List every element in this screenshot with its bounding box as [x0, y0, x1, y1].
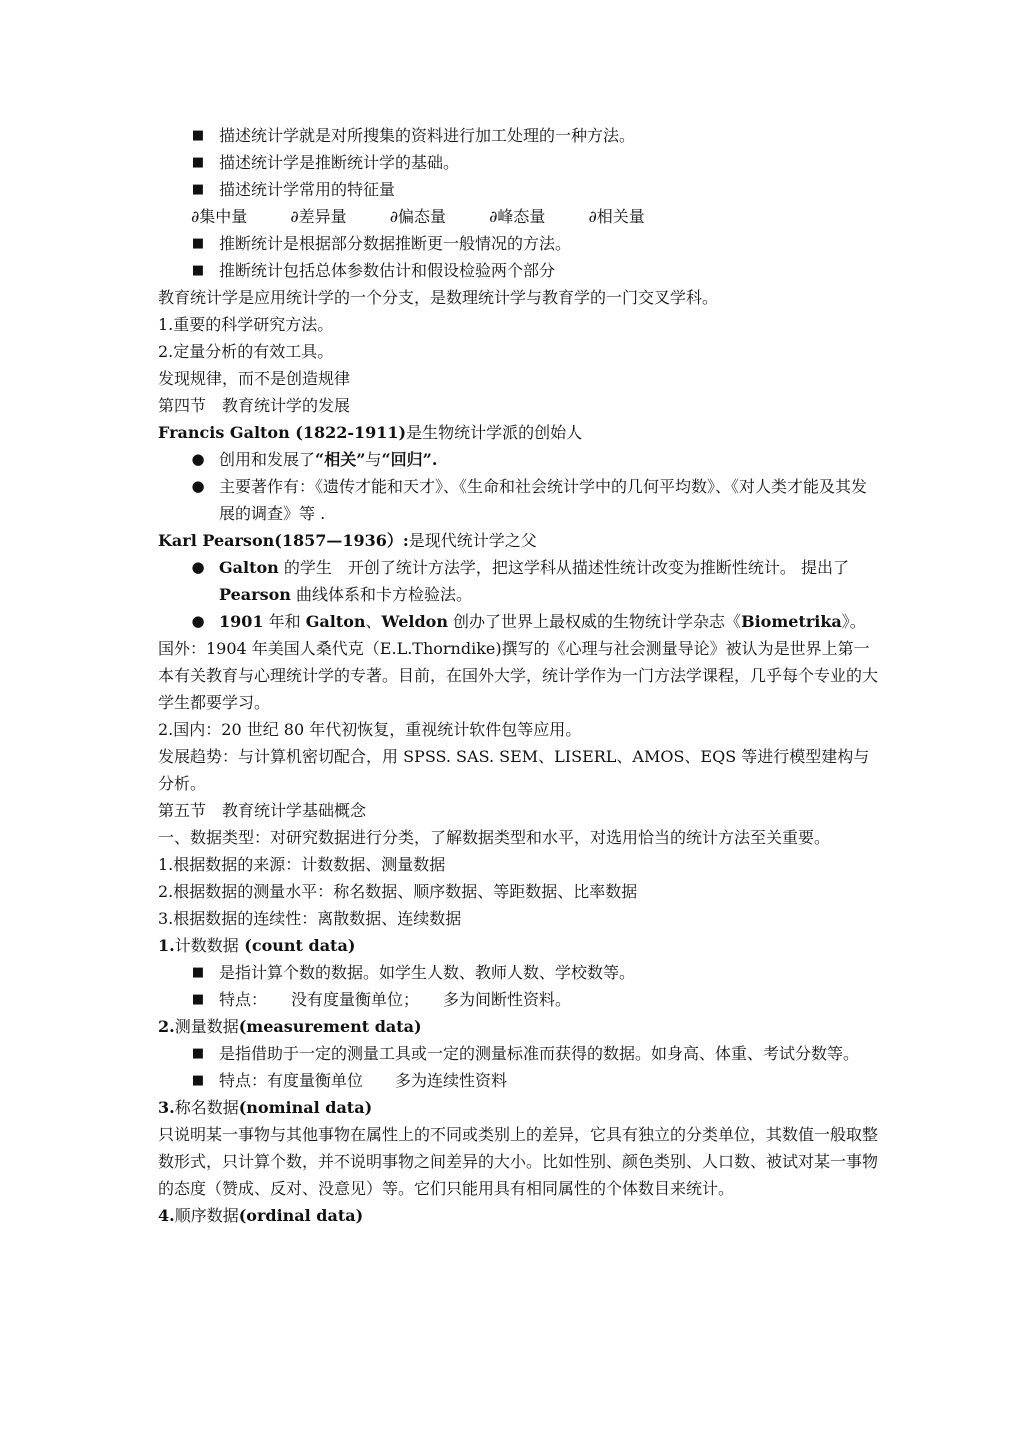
bullet-item — [158, 122, 878, 149]
galton-heading — [158, 419, 878, 446]
bullet-text: 描述统计学就是对所搜集的资料进行加工处理的一种方法。 — [219, 126, 636, 145]
bullet-item — [158, 257, 878, 284]
bullet-text: 特点：有度量衡单位 多为连续性资料 — [219, 1071, 508, 1090]
square-bullet-icon: ■ — [191, 263, 205, 278]
paragraph: 3.根据数据的连续性：离散数据、连续数据 — [158, 909, 462, 928]
square-bullet-icon: ■ — [191, 155, 205, 170]
measure-kurtosis: ∂峰态量 — [489, 207, 546, 226]
bullet-item — [158, 149, 878, 176]
measure-central: ∂集中量 — [191, 207, 248, 226]
paragraph: 2.根据数据的测量水平：称名数据、顺序数据、等距数据、比率数据 — [158, 882, 638, 901]
bullet-text: 特点： 没有度量衡单位； 多为间断性资料。 — [219, 990, 572, 1009]
paragraph: 发现规律，而不是创造规律 — [158, 369, 351, 388]
bullet-text: 是指计算个数的数据。如学生人数、教师人数、学校数等。 — [219, 963, 636, 982]
galton-description: 是生物统计学派的创始人 — [406, 423, 583, 442]
square-bullet-icon: ■ — [191, 965, 205, 980]
square-bullet-icon: ■ — [191, 992, 205, 1007]
paragraph: 1.重要的科学研究方法。 — [158, 315, 334, 334]
measure-skewness: ∂偏态量 — [389, 207, 447, 226]
bullet-item — [158, 176, 878, 203]
measure-correlation: ∂相关量 — [588, 207, 645, 226]
bullet-item — [158, 1067, 878, 1094]
subsection-heading: 4.顺序数据(ordinal data) — [158, 1206, 364, 1225]
square-bullet-icon: ■ — [191, 1046, 205, 1061]
bullet-text: 描述统计学常用的特征量 — [219, 180, 396, 199]
paragraph: 教育统计学是应用统计学的一个分支，是数理统计学与教育学的一门交叉学科。 — [158, 288, 719, 307]
bullet-text: 推断统计包括总体参数估计和假设检验两个部分 — [219, 261, 556, 280]
bullet-text: 描述统计学是推断统计学的基础。 — [219, 153, 460, 172]
bullet-item — [158, 986, 878, 1013]
pearson-heading — [158, 527, 878, 554]
bullet-item — [158, 608, 878, 635]
paragraph: 2.国内：20 世纪 80 年代初恢复，重视统计软件包等应用。 — [158, 720, 582, 739]
bullet-text: 主要著作有：《遗传才能和天才》、《生命和社会统计学中的几何平均数》、《对人类才能及其发展的调查》等 . — [219, 477, 868, 523]
bullet-item — [158, 554, 878, 608]
bullet-text: 创用和发展了“相关”与“回归”. — [219, 450, 438, 469]
subsection-heading: 3.称名数据(nominal data) — [158, 1098, 373, 1117]
bullet-text: 是指借助于一定的测量工具或一定的测量标准而获得的数据。如身高、体重、考试分数等。 — [219, 1044, 860, 1063]
round-bullet-icon: ● — [191, 450, 205, 468]
paragraph: 只说明某一事物与其他事物在属性上的不同或类别上的差异，它具有独立的分类单位，其数值一般取整数形式，只计算个数，并不说明事物之间差异的大小。比如性别、颜色类别、人口数、被试对某一事物的态度（赞成、反对、没意见）等。它们只能用具有相同属性的个体数目来统计。 — [158, 1125, 879, 1198]
section-heading: 第四节 教育统计学的发展 — [158, 396, 351, 415]
paragraph: 1.根据数据的来源：计数数据、测量数据 — [158, 855, 446, 874]
bullet-item — [158, 1040, 878, 1067]
square-bullet-icon: ■ — [191, 182, 205, 197]
square-bullet-icon: ■ — [191, 236, 205, 251]
paragraph: 发展趋势：与计算机密切配合，用 SPSS. SAS. SEM、LISERL、AMOS、EQS 等进行模型建构与分析。 — [158, 747, 870, 793]
bullet-text: 1901 年和 Galton、Weldon 创办了世界上最权威的生物统计学杂志《Biometrika》。 — [219, 612, 866, 631]
section-heading: 第五节 教育统计学基础概念 — [158, 801, 367, 820]
bullet-item — [158, 473, 878, 527]
bullet-item — [158, 446, 878, 473]
round-bullet-icon: ● — [191, 558, 205, 576]
characteristic-measures — [158, 203, 878, 230]
measure-variability: ∂差异量 — [290, 207, 347, 226]
round-bullet-icon: ● — [191, 477, 205, 495]
galton-name: Francis Galton (1822-1911) — [158, 423, 407, 442]
pearson-name: Karl Pearson(1857—1936）: — [158, 531, 409, 550]
round-bullet-icon: ● — [191, 612, 205, 630]
bullet-item — [158, 959, 878, 986]
square-bullet-icon: ■ — [191, 1073, 205, 1088]
page-content — [158, 122, 878, 1229]
paragraph: 一、数据类型：对研究数据进行分类，了解数据类型和水平，对选用恰当的统计方法至关重要。 — [158, 828, 831, 847]
pearson-description: 是现代统计学之父 — [408, 531, 537, 550]
subsection-heading: 2.测量数据(measurement data) — [158, 1017, 422, 1036]
subsection-heading: 1.计数数据 (count data) — [158, 936, 356, 955]
bullet-text: 推断统计是根据部分数据推断更一般情况的方法。 — [219, 234, 572, 253]
bullet-text: Galton 的学生 开创了统计方法学，把这学科从描述性统计改变为推断性统计。 提出了 Pearson 曲线体系和卡方检验法。 — [219, 558, 849, 604]
paragraph: 国外：1904 年美国人桑代克（E.L.Thorndike)撰写的《心理与社会测量导论》被认为是世界上第一本有关教育与心理统计学的专著。目前，在国外大学，统计学作为一门方法学课程，几乎每个专业的大学生都要学习。 — [158, 639, 879, 712]
square-bullet-icon: ■ — [191, 128, 205, 143]
bullet-item — [158, 230, 878, 257]
paragraph: 2.定量分析的有效工具。 — [158, 342, 334, 361]
